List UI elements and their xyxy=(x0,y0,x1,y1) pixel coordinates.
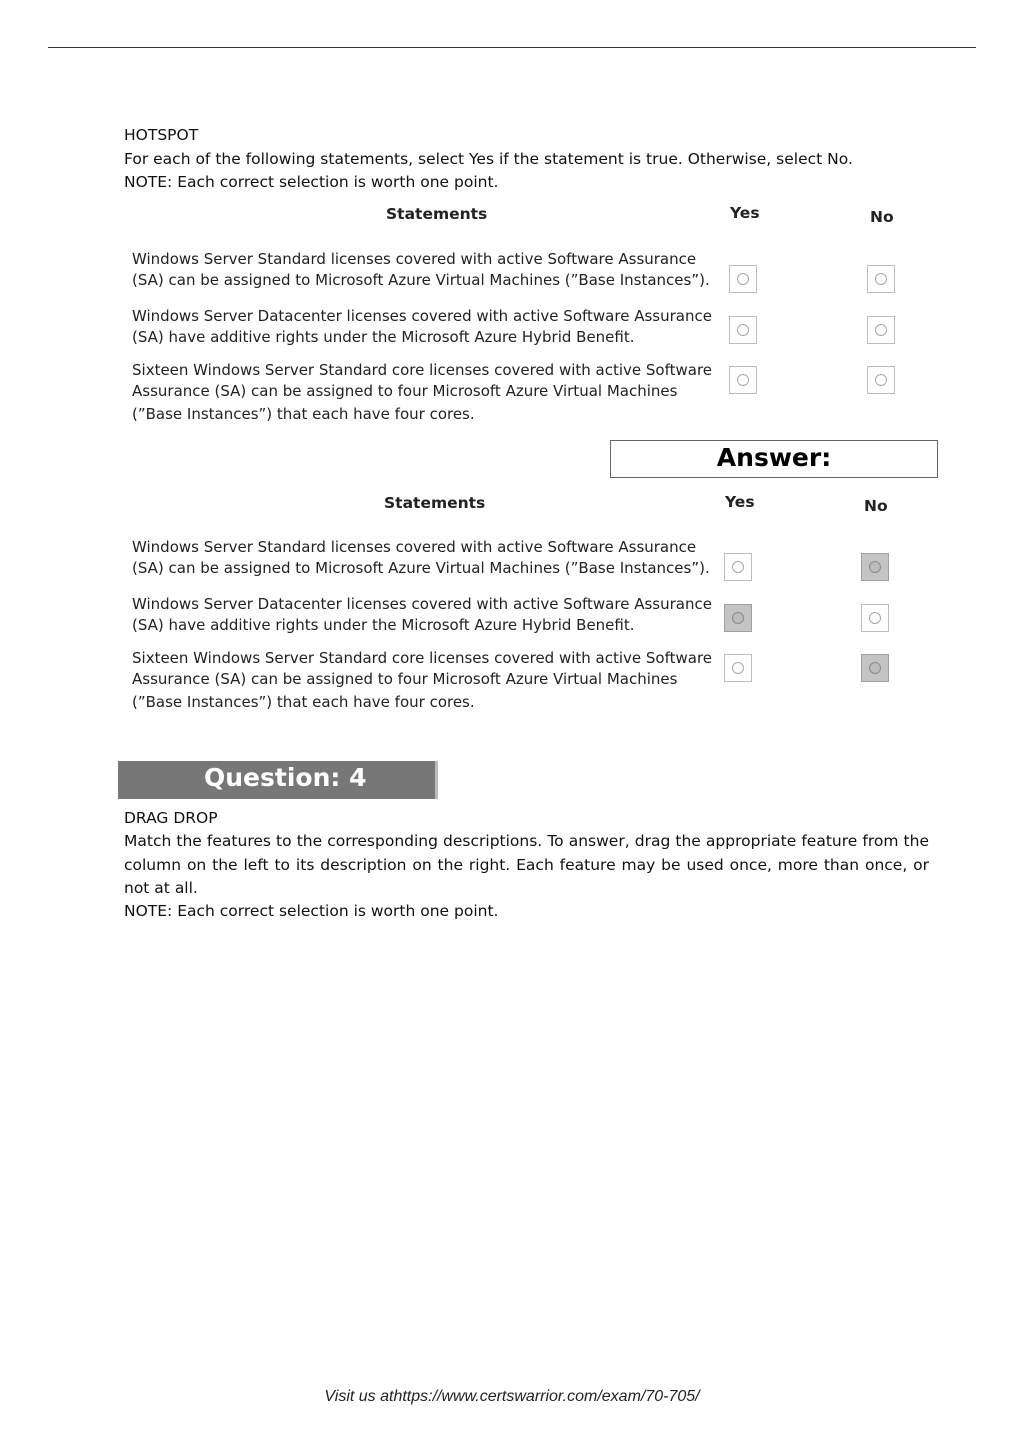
statement-line: Windows Server Standard licenses covered with active Software Assurance xyxy=(132,250,697,268)
statement-text xyxy=(132,648,732,713)
no-radio[interactable] xyxy=(861,654,889,682)
question-type-label: HOTSPOT xyxy=(124,126,199,144)
question-type-label: DRAG DROP xyxy=(124,809,218,827)
yes-header: Yes xyxy=(725,493,755,511)
question-note: NOTE: Each correct selection is worth one point. xyxy=(124,173,499,191)
yes-radio[interactable] xyxy=(724,553,752,581)
radio-circle-icon xyxy=(869,612,881,624)
no-header: No xyxy=(870,208,894,226)
radio-circle-icon xyxy=(875,324,887,336)
radio-circle-icon xyxy=(737,273,749,285)
statement-line: (”Base Instances”) that each have four cores. xyxy=(132,405,475,423)
radio-circle-icon xyxy=(737,324,749,336)
statement-line: Windows Server Datacenter licenses covered with active Software Assurance xyxy=(132,595,712,613)
question-instruction: For each of the following statements, select Yes if the statement is true. Otherwise, select No. xyxy=(124,149,853,168)
no-header: No xyxy=(864,497,888,515)
statement-line: Windows Server Datacenter licenses covered with active Software Assurance xyxy=(132,307,712,325)
yes-header: Yes xyxy=(730,204,760,222)
yes-radio[interactable] xyxy=(729,366,757,394)
question-note: NOTE: Each correct selection is worth one point. xyxy=(124,902,499,921)
question-instruction: Match the features to the corresponding descriptions. To answer, drag the appropriate feature from the column on the left to its description on the right. Each feature may be used once, more than once, or not at all. xyxy=(124,832,929,897)
yes-radio[interactable] xyxy=(729,316,757,344)
question-4-banner xyxy=(118,761,438,799)
no-radio[interactable] xyxy=(867,366,895,394)
statement-text xyxy=(132,537,732,578)
radio-circle-icon xyxy=(732,612,744,624)
statement-line: (SA) have additive rights under the Microsoft Azure Hybrid Benefit. xyxy=(132,615,635,634)
statement-line: Windows Server Standard licenses covered with active Software Assurance xyxy=(132,538,697,556)
statement-text xyxy=(132,306,732,347)
statement-line: Assurance (SA) can be assigned to four Microsoft Azure Virtual Machines xyxy=(132,669,678,688)
radio-circle-icon xyxy=(875,374,887,386)
statement-text xyxy=(132,360,732,425)
statement-line: Sixteen Windows Server Standard core licenses covered with active Software xyxy=(132,649,713,667)
radio-circle-icon xyxy=(869,561,881,573)
statement-line: (SA) have additive rights under the Microsoft Azure Hybrid Benefit. xyxy=(132,327,635,346)
radio-circle-icon xyxy=(732,662,744,674)
question-3-intro xyxy=(124,124,944,195)
question-4-title: Question: 4 xyxy=(204,763,367,792)
statement-line: Assurance (SA) can be assigned to four Microsoft Azure Virtual Machines xyxy=(132,381,678,400)
answer-label-box xyxy=(610,440,938,478)
yes-radio[interactable] xyxy=(729,265,757,293)
no-radio[interactable] xyxy=(861,553,889,581)
answer-label: Answer: xyxy=(716,443,832,472)
yes-radio[interactable] xyxy=(724,604,752,632)
footer-url: Visit us athttps://www.certswarrior.com/exam/70-705/ xyxy=(324,1388,700,1405)
yes-radio[interactable] xyxy=(724,654,752,682)
header-rule xyxy=(48,47,976,48)
statement-line: (SA) can be assigned to Microsoft Azure Virtual Machines (”Base Instances”). xyxy=(132,270,710,289)
statement-text xyxy=(132,249,732,290)
statements-header: Statements xyxy=(386,205,488,223)
no-radio[interactable] xyxy=(867,265,895,293)
radio-circle-icon xyxy=(875,273,887,285)
question-4-body xyxy=(124,807,929,923)
radio-circle-icon xyxy=(869,662,881,674)
statements-header: Statements xyxy=(384,494,486,512)
statement-line: Sixteen Windows Server Standard core licenses covered with active Software xyxy=(132,361,713,379)
radio-circle-icon xyxy=(732,561,744,573)
statement-line: (”Base Instances”) that each have four cores. xyxy=(132,693,475,711)
statement-text xyxy=(132,594,732,635)
statement-line: (SA) can be assigned to Microsoft Azure Virtual Machines (”Base Instances”). xyxy=(132,558,710,577)
no-radio[interactable] xyxy=(867,316,895,344)
radio-circle-icon xyxy=(737,374,749,386)
no-radio[interactable] xyxy=(861,604,889,632)
